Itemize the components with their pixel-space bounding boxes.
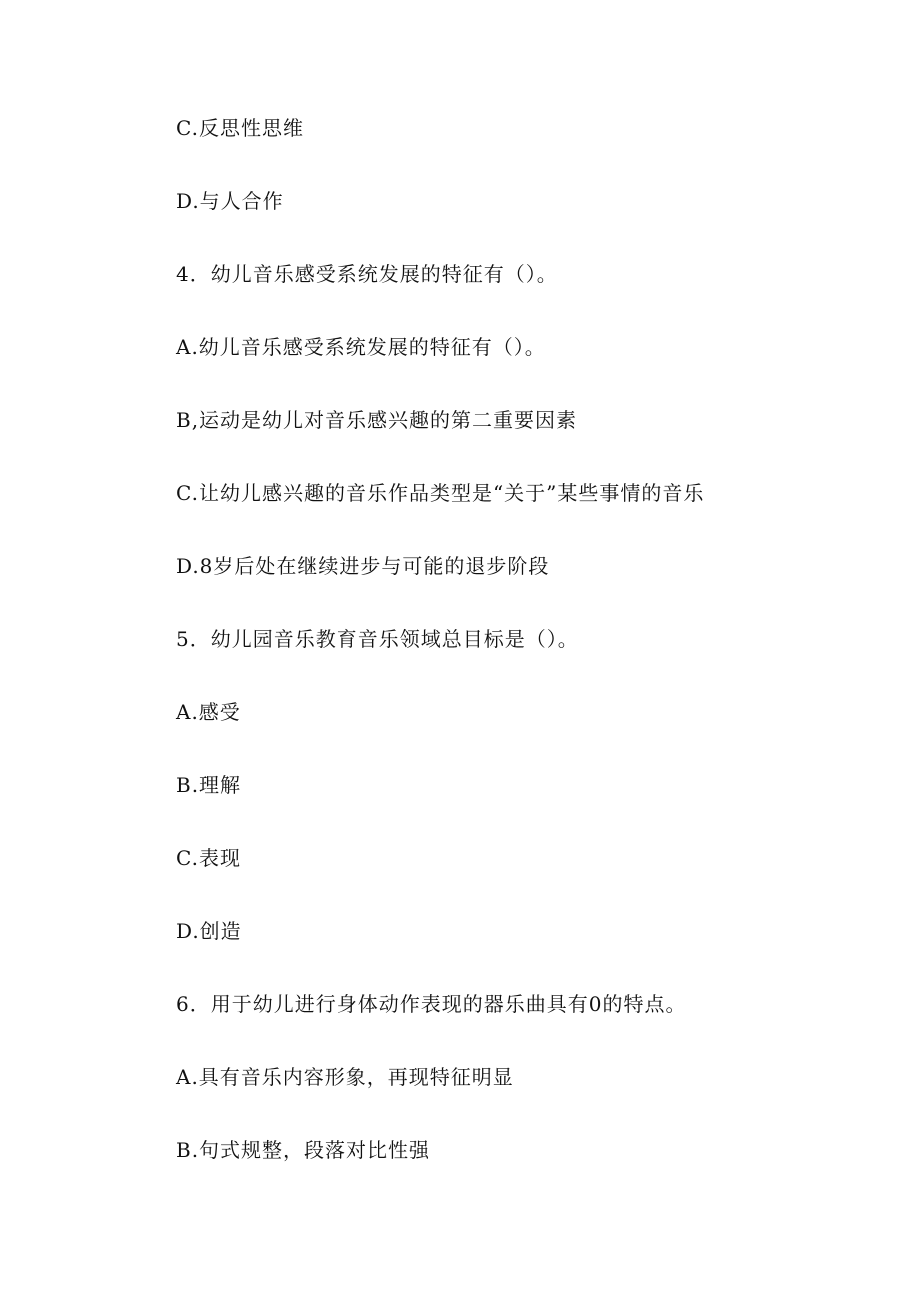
question-6: 6．用于幼儿进行身体动作表现的器乐曲具有0的特点。 [176, 992, 687, 1016]
question-4: 4．幼儿音乐感受系统发展的特征有（）。 [176, 262, 558, 286]
option-4b: B,运动是幼儿对音乐感兴趣的第二重要因素 [176, 408, 578, 432]
option-4c: C.让幼儿感兴趣的音乐作品类型是“关于”某些事情的音乐 [176, 481, 705, 505]
question-5: 5．幼儿园音乐教育音乐领域总目标是（）。 [176, 627, 579, 651]
option-5c: C.表现 [176, 846, 241, 870]
option-3d: D.与人合作 [176, 189, 284, 213]
option-6b: B.句式规整，段落对比性强 [176, 1138, 431, 1162]
option-6a: A.具有音乐内容形象，再现特征明显 [176, 1065, 514, 1089]
option-3c: C.反思性思维 [176, 116, 304, 140]
option-4d: D.8岁后处在继续进步与可能的退步阶段 [176, 554, 550, 578]
option-4a: A.幼儿音乐感受系统发展的特征有（）。 [176, 335, 546, 359]
option-5d: D.创造 [176, 919, 242, 943]
option-5a: A.感受 [176, 700, 241, 724]
option-5b: B.理解 [176, 773, 242, 797]
